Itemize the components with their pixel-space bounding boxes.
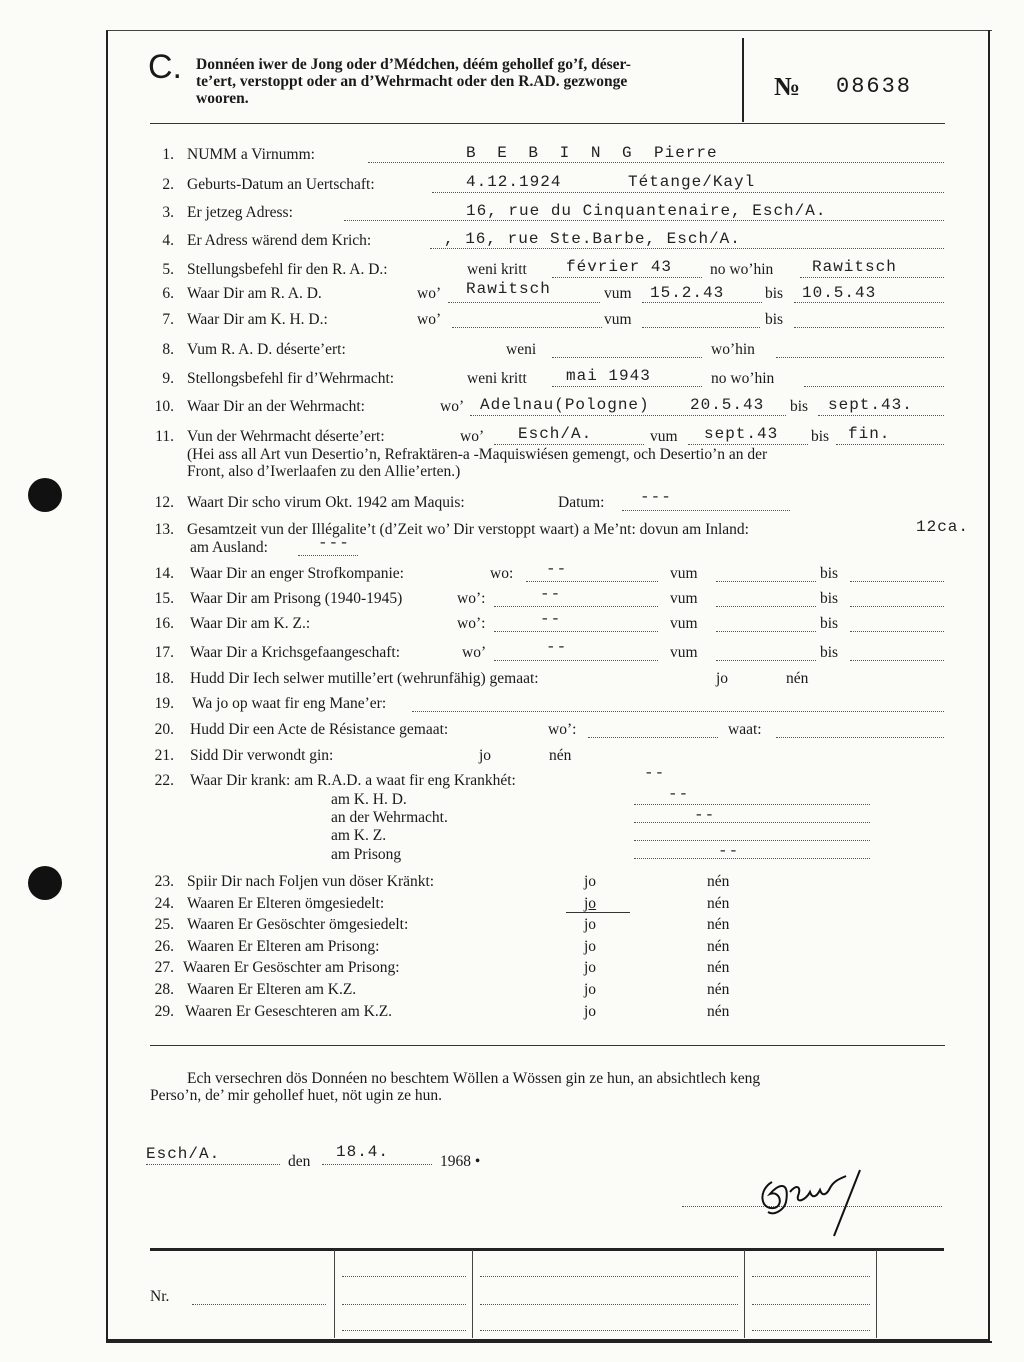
item-number: 12. [154, 494, 174, 511]
vum-label: vum [604, 311, 632, 328]
item-label: Waar Dir an enger Strofkompanie: [190, 565, 404, 582]
waat-label: waat: [728, 721, 762, 738]
kz-where-field[interactable] [494, 617, 658, 632]
header-title-line3: wooren. [196, 90, 249, 107]
footer-col-4 [876, 1250, 877, 1338]
item-label: Wa jo op waat fir eng Mane’er: [192, 695, 387, 712]
footer-cell-b2[interactable] [480, 1290, 738, 1305]
nen-option[interactable]: nén [786, 670, 809, 687]
sick-khd-label: am K. H. D. [331, 791, 407, 808]
item-number: 18. [154, 670, 174, 687]
footer-table-top [150, 1248, 944, 1251]
item-number: 2. [162, 176, 174, 193]
rad-desert-when-field[interactable] [552, 343, 702, 358]
pow-from-field[interactable] [716, 646, 816, 661]
wo-label: wo’ [440, 398, 465, 415]
wo-label: wo’: [548, 721, 577, 738]
footer-cell-a3[interactable] [342, 1316, 466, 1331]
vum-label: vum [670, 590, 698, 607]
item-number: 16. [154, 615, 174, 632]
item-label: Waaren Er Geseschteren am K.Z. [185, 1003, 393, 1020]
wo-label: wo’: [457, 590, 486, 607]
item-label: NUMM a Virnumm: [187, 146, 315, 163]
bis-label: bis [765, 311, 784, 328]
page-frame-bottom [106, 1339, 990, 1341]
section-letter: C. [148, 48, 182, 86]
item-number: 29. [154, 1003, 174, 1020]
signing-year-value: 1968 [440, 1153, 471, 1170]
first-name-value: Pierre [654, 144, 718, 162]
item-number: 22. [154, 772, 174, 789]
item-label: Waar Dir am K. H. D.: [187, 311, 328, 328]
header-divider [742, 38, 744, 122]
declaration-line2: Perso’n, de’ mir gehollef huet, nöt ugin ze hun. [150, 1087, 442, 1104]
bis-label: bis [820, 565, 839, 582]
wo-label: wo’ [460, 428, 485, 445]
item-number: 13. [154, 521, 174, 538]
item-number: 9. [162, 370, 174, 387]
bis-label: bis [790, 398, 809, 415]
mutilation-manner-field[interactable] [412, 697, 944, 712]
jo-option[interactable]: jo [584, 959, 597, 976]
note-line1: (Hei ass all Art vun Desertio’n, Refraktären-a -Maquiswiésen gemengt, och Desertio’n an der [187, 446, 768, 463]
header-title-line1: Donnéen iwer de Jong oder d’Médchen, déém gehollef go’f, déser- [196, 56, 631, 73]
weni-kritt-label: weni kritt [467, 261, 527, 278]
bis-label: bis [820, 644, 839, 661]
signing-date-value: 18.4. [336, 1143, 390, 1161]
item-number: 20. [154, 721, 174, 738]
footer-col-3 [744, 1250, 745, 1338]
item-number: 15. [154, 590, 174, 607]
punch-hole-bottom [28, 866, 62, 900]
signing-year: 1968 • [440, 1153, 481, 1170]
ausland-label: am Ausland: [190, 539, 268, 556]
prison-where-field[interactable] [494, 592, 658, 607]
wo-label: wo’ [417, 311, 442, 328]
bis-label: bis [820, 590, 839, 607]
nen-option[interactable]: nén [707, 873, 730, 890]
den-label: den [288, 1153, 311, 1170]
nen-option[interactable]: nén [707, 916, 730, 933]
footer-cell-c1[interactable] [752, 1262, 870, 1277]
strof-to-field[interactable] [850, 567, 944, 582]
wm-to-value: sept.43. [828, 396, 913, 414]
sick-wm-value: -- [694, 806, 716, 824]
weni-kritt-label: weni kritt [467, 370, 527, 387]
resistance-what-field[interactable] [776, 723, 944, 738]
vum-label: vum [670, 565, 698, 582]
item-label: Hudd Dir een Acte de Résistance gemaat: [190, 721, 449, 738]
nen-option[interactable]: nén [707, 895, 730, 912]
wo-label: wo’: [457, 615, 486, 632]
sick-kz-label: am K. Z. [331, 827, 387, 844]
sick-kz-field[interactable] [634, 826, 870, 841]
item-number: 1. [162, 146, 174, 163]
item-label: Hudd Dir Iech selwer mutille’ert (wehrunfähig) gemaat: [190, 670, 539, 687]
item-label: Waar Dir am Prisong (1940-1945) [190, 590, 403, 607]
item-label: Er jetzeg Adress: [187, 204, 293, 221]
item-number: 4. [162, 232, 174, 249]
prison-where-value: -- [540, 585, 562, 603]
signing-place-value: Esch/A. [146, 1145, 221, 1163]
wo-label: wo: [490, 565, 514, 582]
declaration-rule [150, 1045, 945, 1046]
current-address-value: 16, rue du Cinquantenaire, Esch/A. [466, 202, 827, 220]
signing-place-field[interactable] [146, 1150, 280, 1165]
kz-to-field[interactable] [850, 617, 944, 632]
selection-underline [566, 912, 630, 913]
item-label: Waar Dir krank: am R.A.D. a waat fir eng Krankhét: [190, 772, 516, 789]
item-number: 14. [154, 565, 174, 582]
sick-wm-field[interactable] [634, 808, 870, 823]
strof-where-value: -- [546, 560, 568, 578]
nen-option[interactable]: nén [707, 1003, 730, 1020]
footer-cell-c3[interactable] [752, 1316, 870, 1331]
resistance-where-field[interactable] [588, 723, 718, 738]
khd-where-field[interactable] [452, 313, 602, 328]
vum-label: vum [604, 285, 632, 302]
item-number: 6. [162, 285, 174, 302]
prison-from-field[interactable] [716, 592, 816, 607]
item-number: 24. [154, 895, 174, 912]
page-frame-right [988, 30, 990, 1342]
war-address-value: , 16, rue Ste.Barbe, Esch/A. [444, 230, 741, 248]
footer-cell-a1[interactable] [342, 1262, 466, 1277]
khd-from-field[interactable] [642, 313, 760, 328]
desert-where-value: Esch/A. [518, 425, 593, 443]
footer-cell-b3[interactable] [480, 1316, 738, 1331]
jo-option[interactable]: jo [584, 981, 597, 998]
sick-wm-label: an der Wehrmacht. [331, 809, 448, 826]
vum-label: vum [670, 615, 698, 632]
item-label: Waaren Er Elteren am K.Z. [187, 981, 357, 998]
rad-from-value: 15.2.43 [650, 284, 725, 302]
pow-to-field[interactable] [850, 646, 944, 661]
jo-option-selected[interactable]: jo [584, 895, 597, 912]
item-number: 25. [154, 916, 174, 933]
item-number: 28. [154, 981, 174, 998]
nen-option[interactable]: nén [707, 959, 730, 976]
desert-to-value: fin. [848, 425, 891, 443]
number-sign: № [774, 72, 801, 101]
document-number: 08638 [836, 74, 913, 99]
sick-rad-value: -- [644, 764, 666, 782]
item-number: 8. [162, 341, 174, 358]
bis-label: bis [811, 428, 830, 445]
item-number: 21. [154, 747, 174, 764]
footer-nr-label: Nr. [150, 1288, 170, 1305]
item-label: Waaren Er Elteren am Prisong: [187, 938, 380, 955]
item-number: 5. [162, 261, 174, 278]
punch-hole-top [28, 478, 62, 512]
item-label: Vun der Wehrmacht déserte’ert: [187, 428, 385, 445]
vum-label: vum [670, 644, 698, 661]
footer-col-1 [334, 1250, 335, 1338]
surname-value: B E B I N G [466, 144, 638, 162]
strof-from-field[interactable] [716, 567, 816, 582]
kz-from-field[interactable] [716, 617, 816, 632]
item-label: Waaren Er Elteren ömgesiedelt: [187, 895, 385, 912]
item-number: 26. [154, 938, 174, 955]
weni-label: weni [506, 341, 537, 358]
bis-label: bis [820, 615, 839, 632]
item-11-note [187, 446, 767, 480]
item-number: 7. [162, 311, 174, 328]
header-rule [150, 123, 945, 124]
item-label: Stellongsbefehl fir d’Wehrmacht: [187, 370, 395, 387]
footer-cell-b1[interactable] [480, 1262, 738, 1277]
wm-order-when-value: mai 1943 [566, 367, 651, 385]
wm-where-value: Adelnau(Pologne) [480, 396, 650, 414]
signature [750, 1150, 880, 1240]
rad-order-when-value: février 43 [566, 258, 673, 276]
sick-prison-value: -- [718, 842, 740, 860]
item-number: 23. [154, 873, 174, 890]
jo-option[interactable]: jo [584, 938, 597, 955]
item-label: Stellungsbefehl fir den R. A. D.: [187, 261, 388, 278]
item-label: Geburts-Datum an Uertschaft: [187, 176, 375, 193]
khd-to-field[interactable] [794, 313, 944, 328]
header-title [196, 56, 631, 107]
rad-order-where-value: Rawitsch [812, 258, 897, 276]
bis-label: bis [765, 285, 784, 302]
birth-date-value: 4.12.1924 [466, 173, 562, 191]
item-label: Sidd Dir verwondt gin: [190, 747, 334, 764]
item-label: Vum R. A. D. déserte’ert: [187, 341, 346, 358]
no-wohin-label: no wo’hin [710, 261, 774, 278]
item-label: Waar Dir am K. Z.: [190, 615, 311, 632]
item-number: 11. [155, 428, 174, 445]
item-label: Waar Dir am R. A. D. [187, 285, 322, 302]
declaration-text-2 [150, 1087, 442, 1105]
item-label: Er Adress wärend dem Krich: [187, 232, 372, 249]
sick-khd-value: -- [668, 785, 690, 803]
item-label: Spiir Dir nach Foljen vun döser Kränkt: [187, 873, 435, 890]
item-number: 3. [162, 204, 174, 221]
nen-option[interactable]: nén [707, 981, 730, 998]
jo-option[interactable]: jo [584, 916, 597, 933]
footer-nr-field[interactable] [192, 1290, 326, 1305]
pow-where-field[interactable] [494, 646, 658, 661]
birth-place-value: Tétange/Kayl [628, 173, 756, 191]
rad-where-value: Rawitsch [466, 280, 551, 298]
item-label: Waart Dir scho virum Okt. 1942 am Maquis: [187, 494, 465, 511]
item-number: 27. [154, 959, 174, 976]
jo-option[interactable]: jo [584, 873, 597, 890]
item-number: 17. [154, 644, 174, 661]
inland-value: 12ca. [916, 518, 970, 536]
rad-desert-where-field[interactable] [776, 343, 944, 358]
wm-from-value: 20.5.43 [690, 396, 765, 414]
vum-label: vum [650, 428, 678, 445]
item-number: 19. [154, 695, 174, 712]
jo-option[interactable]: jo [479, 747, 492, 764]
footer-cell-a2[interactable] [342, 1290, 466, 1305]
item-label: Waar Dir a Krichsgefaangeschaft: [190, 644, 401, 661]
datum-label: Datum: [558, 494, 605, 511]
nen-option[interactable]: nén [549, 747, 572, 764]
rad-to-value: 10.5.43 [802, 284, 877, 302]
sick-prison-label: am Prisong [331, 846, 402, 863]
declaration-line1: Ech versechren dös Donnéen no beschtem Wöllen a Wössen gin ze hun, an absichtlech keng [187, 1070, 761, 1087]
item-number: 10. [154, 398, 174, 415]
prison-to-field[interactable] [850, 592, 944, 607]
ausland-value: --- [318, 534, 350, 552]
kz-where-value: -- [540, 610, 562, 628]
maquis-date-value: --- [640, 488, 672, 506]
item-label: Waaren Er Gesöschter ömgesiedelt: [187, 916, 409, 933]
footer-col-2 [472, 1250, 473, 1338]
no-wohin-label: no wo’hin [711, 370, 775, 387]
jo-option[interactable]: jo [584, 1003, 597, 1020]
header-title-line2: te’ert, verstoppt oder an d’Wehrmacht oder den R.AD. gezwonge [196, 73, 628, 90]
item-label: Waar Dir an der Wehrmacht: [187, 398, 365, 415]
declaration-text [187, 1070, 760, 1087]
jo-option[interactable]: jo [716, 670, 729, 687]
nen-option[interactable]: nén [707, 938, 730, 955]
wm-order-where-field[interactable] [804, 372, 944, 387]
pow-where-value: -- [546, 638, 568, 656]
item-label: Gesamtzeit vun der Illégalite’t (d’Zeit wo’ Dir verstoppt waart) a Me’nt: dovun am Inland: [187, 521, 749, 538]
sick-prison-field[interactable] [634, 844, 870, 859]
footer-cell-c2[interactable] [752, 1290, 870, 1305]
wo-label: wo’ [462, 644, 487, 661]
note-line2: Front, also d’Iwerlaafen zu den Allie’erten.) [187, 463, 461, 480]
item-label: Waaren Er Gesöschter am Prisong: [183, 959, 400, 976]
wohin-label: wo’hin [711, 341, 755, 358]
desert-from-value: sept.43 [704, 425, 779, 443]
wo-label: wo’ [417, 285, 442, 302]
